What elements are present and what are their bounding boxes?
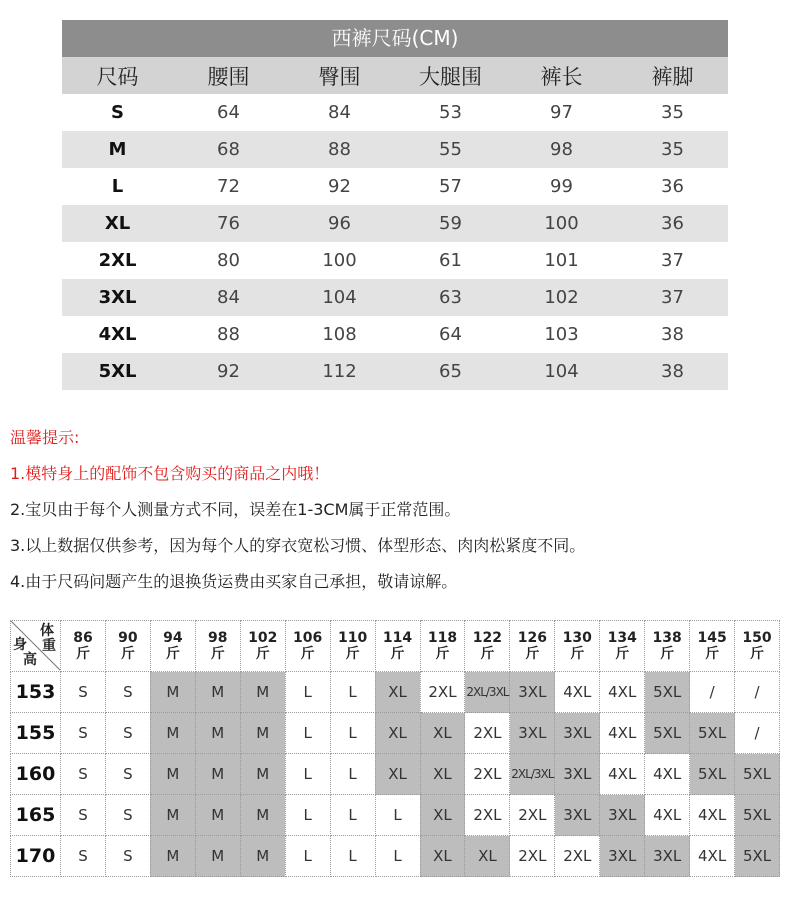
weight-header: [735, 621, 780, 672]
size-cell: S: [61, 754, 106, 795]
size-value: 104: [544, 361, 579, 382]
size-row: [62, 316, 728, 353]
size-label: 4XL: [98, 324, 137, 345]
size-value: 36: [661, 176, 684, 197]
size-value: 37: [661, 250, 684, 271]
size-value: 38: [661, 361, 684, 382]
size-label: 5XL: [98, 361, 137, 382]
size-cell: L: [330, 795, 375, 836]
weight-unit: 斤: [660, 646, 675, 662]
size-value: 59: [439, 213, 462, 234]
weight-value: 98: [208, 630, 228, 646]
weight-header: [195, 621, 240, 672]
pants-size-table: [62, 20, 728, 390]
size-cell: M: [195, 836, 240, 877]
weight-unit: 斤: [435, 646, 450, 662]
size-value: 63: [439, 287, 462, 308]
weight-header: [510, 621, 555, 672]
weight-label: 体: [40, 623, 54, 639]
weight-unit: 斤: [255, 646, 270, 662]
size-cell: S: [61, 672, 106, 713]
size-cell: XL: [375, 713, 420, 754]
size-cell: 5XL: [645, 672, 690, 713]
weight-value: 134: [607, 630, 637, 646]
size-value: 98: [550, 139, 573, 160]
weight-unit: 斤: [615, 646, 630, 662]
size-cell: XL: [465, 836, 510, 877]
size-value: 57: [439, 176, 462, 197]
weight-header: [61, 621, 106, 672]
header-cell: 裤脚: [651, 64, 694, 89]
size-cell: XL: [420, 795, 465, 836]
size-cell: L: [375, 795, 420, 836]
header-cell: 尺码: [96, 64, 139, 89]
weight-unit: 斤: [525, 646, 540, 662]
size-value: 92: [217, 361, 240, 382]
size-cell: /: [690, 672, 735, 713]
size-value: 97: [550, 102, 573, 123]
size-cell: 2XL: [465, 754, 510, 795]
size-cell: /: [735, 672, 780, 713]
size-value: 68: [217, 139, 240, 160]
size-value: 103: [544, 324, 579, 345]
size-recommendation-grid: [10, 620, 780, 877]
size-cell: 4XL: [690, 795, 735, 836]
size-cell: L: [285, 713, 330, 754]
note-item: 1.模特身上的配饰不包含购买的商品之内哦！: [10, 464, 330, 483]
weight-unit: 斤: [750, 646, 765, 662]
size-cell: 2XL: [465, 713, 510, 754]
weight-header: [330, 621, 375, 672]
notes-section: [10, 420, 780, 600]
size-cell: 4XL: [555, 672, 600, 713]
size-cell: M: [150, 795, 195, 836]
grid-row: [11, 754, 780, 795]
size-cell: S: [61, 795, 106, 836]
weight-header: [600, 621, 645, 672]
size-cell: 4XL: [600, 754, 645, 795]
size-value: 96: [328, 213, 351, 234]
size-cell: /: [735, 713, 780, 754]
weight-unit: 斤: [345, 646, 360, 662]
weight-value: 138: [652, 630, 682, 646]
size-value: 80: [217, 250, 240, 271]
weight-unit: 斤: [75, 646, 90, 662]
note-item: 4.由于尺码问题产生的退换货运费由买家自己承担，敬请谅解。: [10, 572, 458, 591]
size-cell: M: [195, 754, 240, 795]
grid-row: [11, 795, 780, 836]
weight-unit: 斤: [570, 646, 585, 662]
size-value: 36: [661, 213, 684, 234]
size-value: 100: [544, 213, 579, 234]
size-cell: 3XL: [555, 754, 600, 795]
weight-header: [285, 621, 330, 672]
size-value: 84: [217, 287, 240, 308]
size-cell: 3XL: [645, 836, 690, 877]
height-value: 165: [11, 795, 61, 836]
size-cell: 5XL: [735, 795, 780, 836]
size-cell: XL: [375, 672, 420, 713]
size-cell: L: [330, 672, 375, 713]
size-cell: L: [285, 836, 330, 877]
weight-header: [375, 621, 420, 672]
weight-value: 94: [163, 630, 183, 646]
height-value: 155: [11, 713, 61, 754]
size-cell: XL: [420, 713, 465, 754]
size-value: 84: [328, 102, 351, 123]
size-value: 61: [439, 250, 462, 271]
size-value: 64: [217, 102, 240, 123]
size-cell: 3XL: [600, 795, 645, 836]
size-value: 64: [439, 324, 462, 345]
size-cell: 2XL: [465, 795, 510, 836]
weight-value: 90: [118, 630, 138, 646]
weight-unit: 斤: [120, 646, 135, 662]
weight-header: [105, 621, 150, 672]
size-cell: 4XL: [645, 754, 690, 795]
size-cell: S: [61, 836, 106, 877]
weight-value: 110: [337, 630, 368, 646]
header-cell: 裤长: [540, 64, 583, 89]
size-value: 102: [544, 287, 579, 308]
size-cell: 4XL: [600, 713, 645, 754]
weight-header: [150, 621, 195, 672]
size-row: [62, 242, 728, 279]
size-row: [62, 205, 728, 242]
size-value: 112: [322, 361, 357, 382]
size-value: 53: [439, 102, 462, 123]
size-cell: 2XL: [555, 836, 600, 877]
weight-value: 118: [427, 630, 458, 646]
size-cell: 3XL: [555, 713, 600, 754]
size-value: 35: [661, 139, 684, 160]
size-cell: S: [105, 795, 150, 836]
size-cell: 2XL/3XL: [510, 754, 555, 795]
size-cell: 2XL: [420, 672, 465, 713]
grid-row: [11, 713, 780, 754]
size-cell: M: [240, 795, 285, 836]
size-cell: 5XL: [645, 713, 690, 754]
size-cell: XL: [375, 754, 420, 795]
size-cell: L: [330, 754, 375, 795]
size-cell: L: [285, 795, 330, 836]
size-value: 104: [322, 287, 357, 308]
size-row: [62, 94, 728, 131]
size-value: 65: [439, 361, 462, 382]
size-value: 99: [550, 176, 573, 197]
weight-value: 145: [697, 630, 727, 646]
size-cell: L: [330, 713, 375, 754]
size-cell: M: [195, 672, 240, 713]
size-label: S: [111, 102, 124, 123]
size-cell: 4XL: [690, 836, 735, 877]
header-cell: 大腿围: [419, 64, 482, 89]
height-value: 153: [11, 672, 61, 713]
note-item: 3.以上数据仅供参考，因为每个人的穿衣宽松习惯、体型形态、肉肉松紧度不同。: [10, 536, 586, 555]
weight-unit: 斤: [480, 646, 495, 662]
size-cell: L: [285, 754, 330, 795]
size-cell: L: [330, 836, 375, 877]
size-cell: 2XL: [510, 795, 555, 836]
size-value: 92: [328, 176, 351, 197]
size-label: L: [111, 176, 124, 197]
size-row: [62, 168, 728, 205]
weight-value: 150: [742, 630, 772, 646]
weight-header: [555, 621, 600, 672]
weight-header: [420, 621, 465, 672]
weight-header: [690, 621, 735, 672]
size-cell: M: [240, 713, 285, 754]
size-cell: 4XL: [645, 795, 690, 836]
size-cell: M: [240, 672, 285, 713]
notes-title: 温馨提示:: [10, 428, 80, 447]
size-cell: M: [150, 672, 195, 713]
size-cell: L: [375, 836, 420, 877]
header-cell: 腰围: [207, 64, 250, 89]
size-cell: 3XL: [510, 672, 555, 713]
grid-corner-cell: [11, 621, 61, 672]
weight-unit: 斤: [165, 646, 180, 662]
grid-row: [11, 836, 780, 877]
size-cell: M: [150, 836, 195, 877]
size-cell: 5XL: [690, 754, 735, 795]
height-value: 170: [11, 836, 61, 877]
height-value: 160: [11, 754, 61, 795]
size-cell: M: [195, 795, 240, 836]
size-value: 37: [661, 287, 684, 308]
size-cell: 3XL: [600, 836, 645, 877]
size-value: 108: [322, 324, 357, 345]
size-value: 88: [328, 139, 351, 160]
weight-label: 重: [42, 638, 56, 654]
weight-unit: 斤: [300, 646, 315, 662]
size-value: 55: [439, 139, 462, 160]
size-value: 35: [661, 102, 684, 123]
weight-unit: 斤: [390, 646, 405, 662]
height-label: 高: [23, 652, 37, 668]
weight-header: [465, 621, 510, 672]
size-cell: 5XL: [690, 713, 735, 754]
weight-header: [240, 621, 285, 672]
size-table-header: [62, 57, 728, 94]
size-cell: S: [105, 672, 150, 713]
weight-value: 86: [73, 630, 93, 646]
size-cell: 2XL/3XL: [465, 672, 510, 713]
size-row: [62, 279, 728, 316]
size-value: 100: [322, 250, 357, 271]
size-cell: L: [285, 672, 330, 713]
size-cell: 5XL: [735, 836, 780, 877]
size-label: 2XL: [98, 250, 137, 271]
size-value: 101: [544, 250, 579, 271]
size-cell: 3XL: [555, 795, 600, 836]
size-value: 76: [217, 213, 240, 234]
height-label: 身: [13, 637, 27, 653]
size-cell: M: [150, 713, 195, 754]
weight-value: 130: [562, 630, 592, 646]
weight-value: 102: [248, 630, 278, 646]
size-value: 88: [217, 324, 240, 345]
size-cell: 2XL: [510, 836, 555, 877]
weight-unit: 斤: [705, 646, 720, 662]
weight-value: 122: [472, 630, 503, 646]
size-cell: M: [150, 754, 195, 795]
weight-unit: 斤: [210, 646, 225, 662]
size-cell: XL: [420, 754, 465, 795]
weight-value: 106: [293, 630, 323, 646]
size-cell: 4XL: [600, 672, 645, 713]
size-cell: S: [61, 713, 106, 754]
size-table-title: 西裤尺码(CM): [62, 20, 728, 57]
size-cell: M: [240, 754, 285, 795]
grid-row: [11, 672, 780, 713]
size-cell: M: [195, 713, 240, 754]
size-cell: S: [105, 836, 150, 877]
note-item: 2.宝贝由于每个人测量方式不同，误差在1-3CM属于正常范围。: [10, 500, 461, 519]
weight-value: 114: [382, 630, 413, 646]
weight-value: 126: [517, 630, 547, 646]
size-cell: S: [105, 713, 150, 754]
size-value: 72: [217, 176, 240, 197]
size-row: [62, 131, 728, 168]
size-label: XL: [104, 213, 131, 234]
size-label: 3XL: [98, 287, 137, 308]
size-label: M: [108, 139, 127, 160]
size-cell: 5XL: [735, 754, 780, 795]
size-cell: XL: [420, 836, 465, 877]
size-cell: 3XL: [510, 713, 555, 754]
size-cell: S: [105, 754, 150, 795]
size-value: 38: [661, 324, 684, 345]
header-cell: 臀围: [318, 64, 361, 89]
size-cell: M: [240, 836, 285, 877]
size-row: [62, 353, 728, 390]
weight-header: [645, 621, 690, 672]
